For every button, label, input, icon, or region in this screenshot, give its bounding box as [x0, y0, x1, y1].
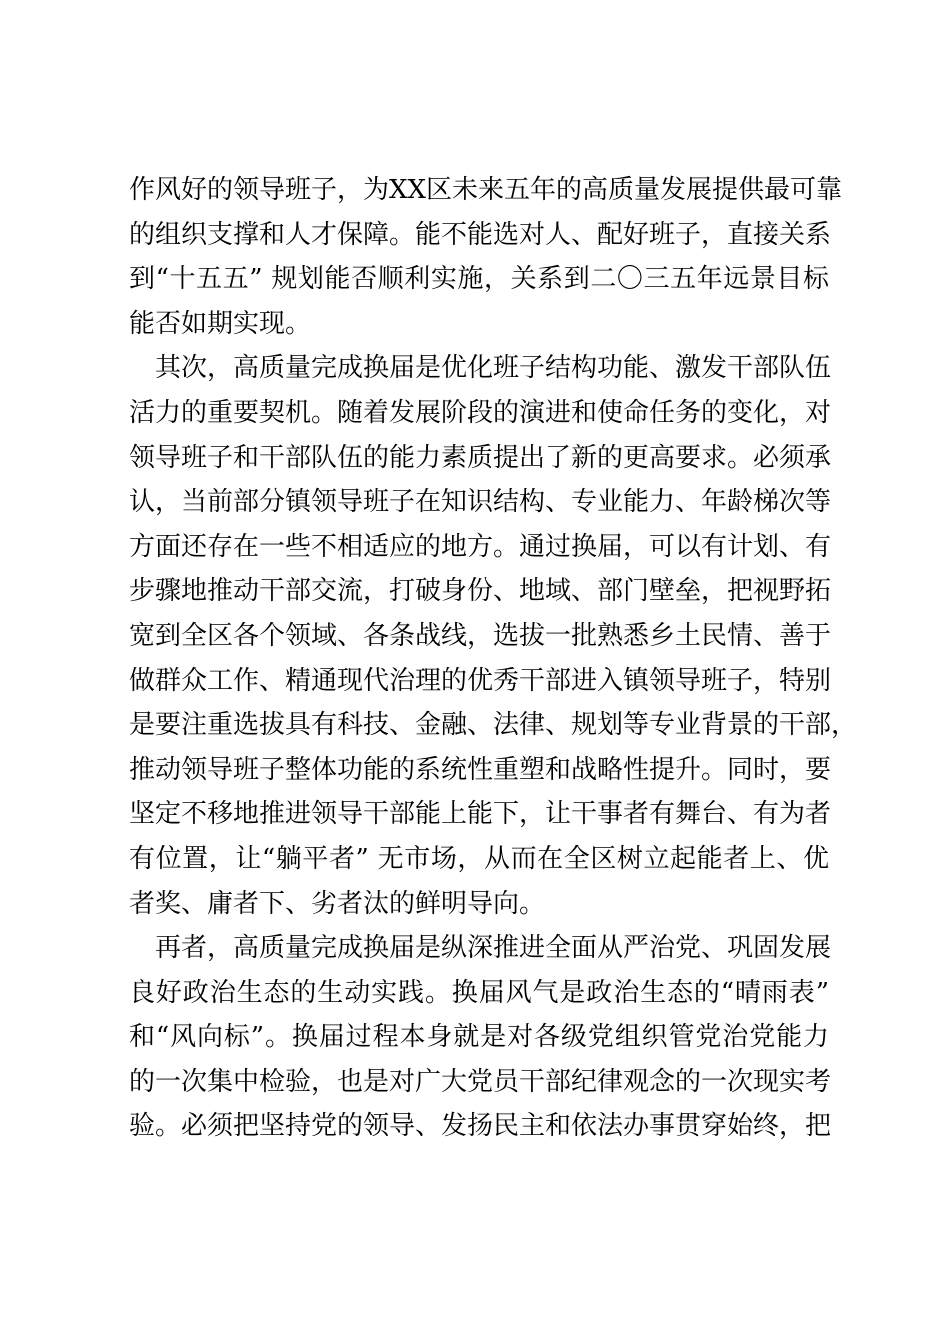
text-line: 验。必须把坚持党的领导、发扬民主和依法办事贯穿始终，把 [129, 1111, 832, 1142]
text-line: 的一次集中检验，也是对广大党员干部纪律观念的一次现实考 [129, 1066, 832, 1097]
text-line: 是要注重选拔具有科技、金融、法律、规划等专业背景的干部， [129, 710, 858, 741]
paragraph-1 [129, 168, 843, 346]
text-line: 推动领导班子整体功能的系统性重塑和战略性提升。同时，要 [129, 754, 832, 785]
paragraph-3 [129, 926, 832, 1149]
text-line: 再者，高质量完成换届是纵深推进全面从严治党、巩固发展 [129, 933, 832, 964]
body-text [129, 168, 858, 1149]
text-line: 坚定不移地推进领导干部能上能下，让干事者有舞台、有为者 [129, 799, 832, 830]
text-line: 做群众工作、精通现代治理的优秀干部进入镇领导班子，特别 [129, 665, 832, 696]
text-line: 宽到全区各个领域、各条战线，选拔一批熟悉乡土民情、善于 [129, 620, 832, 651]
text-line: 步骤地推动干部交流，打破身份、地域、部门壁垒，把视野拓 [129, 576, 832, 607]
text-line: 活力的重要契机。随着发展阶段的演进和使命任务的变化，对 [129, 397, 832, 428]
text-line: 的组织支撑和人才保障。能不能选对人、配好班子，直接关系 [129, 219, 832, 250]
text-line: 到“十五五” 规划能否顺利实施，关系到二〇三五年远景目标 [129, 264, 829, 295]
text-line: 和“风向标”。换届过程本身就是对各级党组织管党治党能力 [129, 1022, 829, 1053]
paragraph-2 [129, 346, 858, 926]
text-line: 有位置，让“躺平者” 无市场，从而在全区树立起能者上、优 [129, 843, 829, 874]
text-line: 者奖、庸者下、劣者汰的鲜明导向。 [129, 888, 546, 919]
text-line: 能否如期实现。 [129, 308, 312, 339]
text-line: 其次，高质量完成换届是优化班子结构功能、激发干部队伍 [129, 353, 832, 384]
text-line: 方面还存在一些不相适应的地方。通过换届，可以有计划、有 [129, 531, 832, 562]
text-line: 良好政治生态的生动实践。换届风气是政治生态的“晴雨表” [129, 977, 829, 1008]
text-line: 认，当前部分镇领导班子在知识结构、专业能力、年龄梯次等 [129, 487, 832, 518]
text-line: 领导班子和干部队伍的能力素质提出了新的更高要求。必须承 [129, 442, 832, 473]
text-line: 作风好的领导班子，为XX区未来五年的高质量发展提供最可靠 [129, 175, 843, 205]
